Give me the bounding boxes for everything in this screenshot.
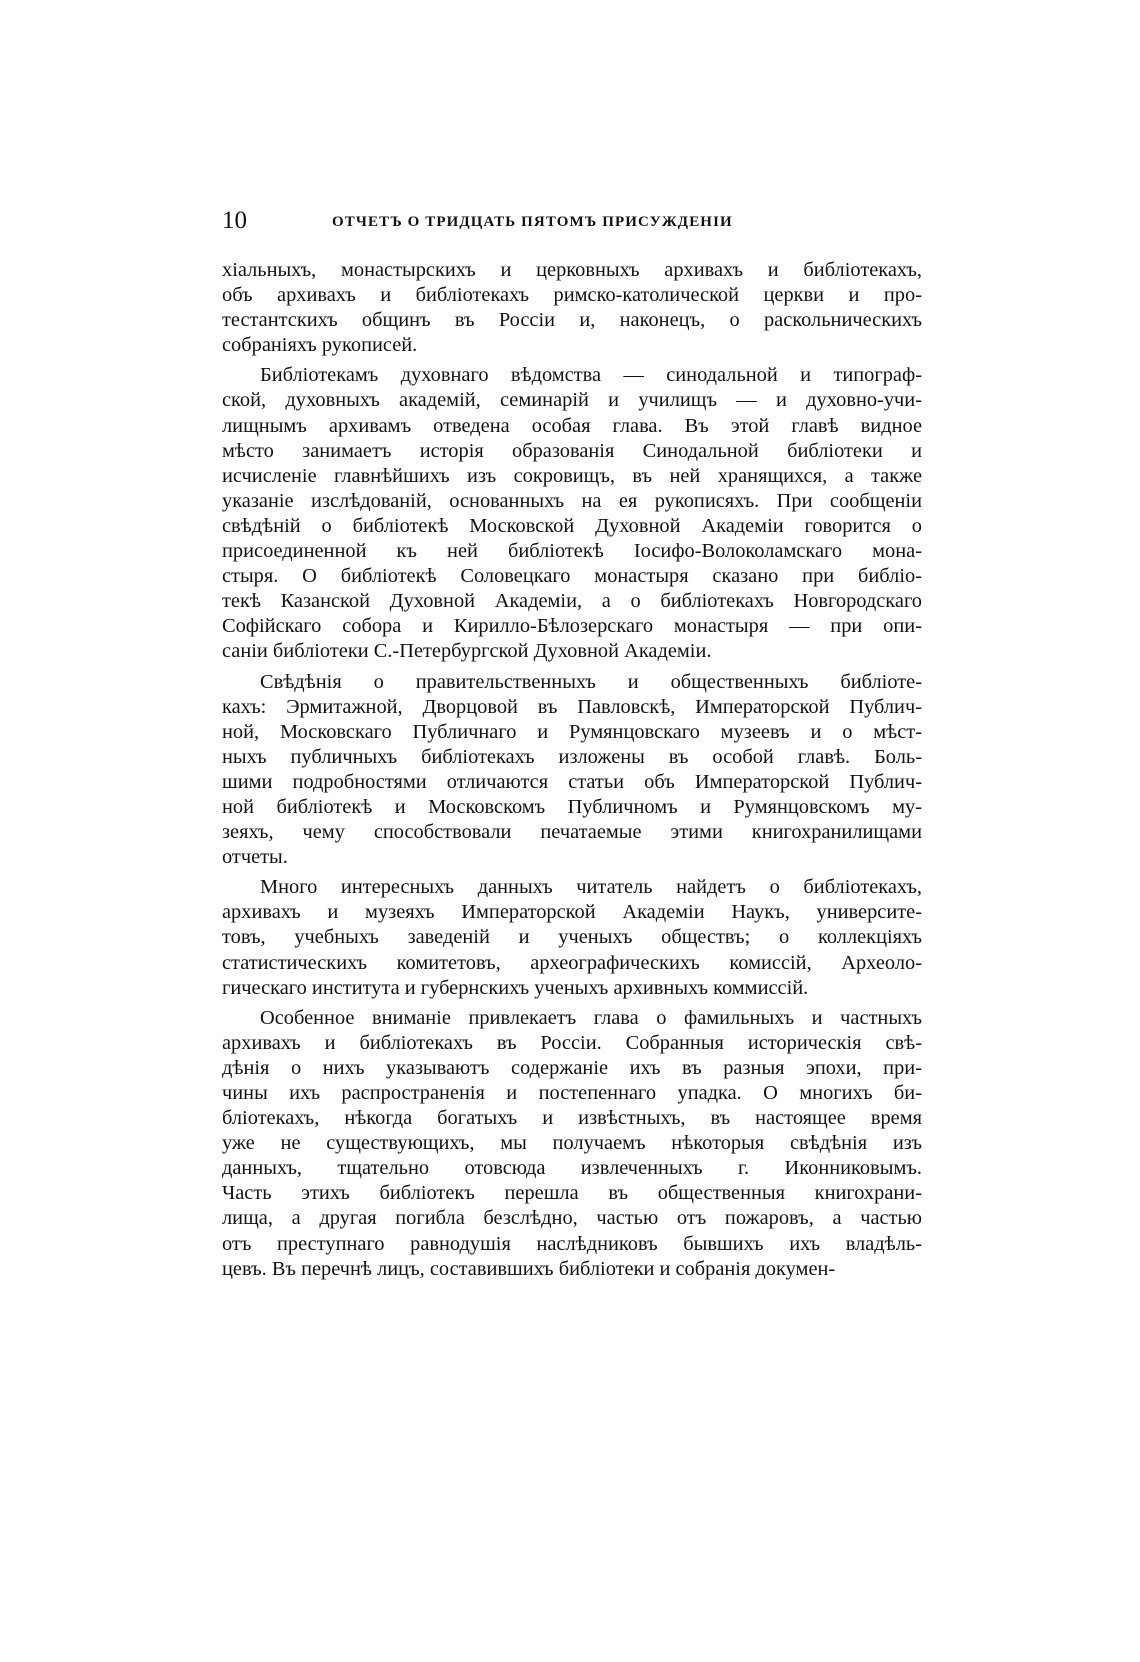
text-line: ныхъ публичныхъ библіотекахъ изложены въ особой главѣ. Боль- [222,745,922,768]
text-line: архивахъ и музеяхъ Императорской Академіи Наукъ, университе- [222,901,922,924]
text-line: лищнымъ архивамъ отведена особая глава. Въ этой главѣ видное [222,414,922,437]
text-line: гическаго института и губернскихъ ученыхъ архивныхъ коммиссій. [222,976,809,999]
text-line: Особенное вниманіе привлекаетъ глава о фамильныхъ и частныхъ [260,1006,922,1029]
paragraph [222,1006,922,1282]
text-line: ной, Московскаго Публичнаго и Румянцовскаго музеевъ и о мѣст- [222,720,922,743]
text-line: свѣдѣній о библіотекѣ Московской Духовной Академіи говорится о [222,514,922,537]
text-line: уже не существующихъ, мы получаемъ нѣкоторыя свѣдѣнія изъ [222,1132,922,1155]
paragraph [222,670,922,871]
text-line: отчеты. [222,846,288,869]
text-line: товъ, учебныхъ заведеній и ученыхъ обществъ; о коллекціяхъ [222,926,922,949]
text-line: Софійскаго собора и Кирилло-Бѣлозерскаго монастыря — при опи- [222,615,922,638]
text-line: лища, а другая погибла безслѣдно, частью отъ пожаровъ, а частью [222,1207,922,1230]
text-line: шими подробностями отличаются статьи объ Императорской Публич- [222,770,922,793]
text-line: бліотекахъ, нѣкогда богатыхъ и извѣстныхъ, въ настоящее время [222,1107,922,1130]
text-line: цевъ. Въ перечнѣ лицъ, составившихъ библіотеки и собранія докумен- [222,1257,836,1280]
text-line: Часть этихъ библіотекъ перешла въ общественныя книгохрани- [222,1182,922,1205]
text-line: собраніяхъ рукописей. [222,334,418,357]
text-line: архивахъ и библіотекахъ въ Россіи. Собранныя историческія свѣ- [222,1031,922,1054]
text-line: статистическихъ комитетовъ, археографическихъ комиссій, Археоло- [222,951,922,974]
text-line: саніи библіотеки С.-Петербургской Духовной Академіи. [222,640,712,663]
text-line: кахъ: Эрмитажной, Дворцовой въ Павловскѣ, Императорской Публич- [222,695,922,718]
text-line: зеяхъ, чему способствовали печатаемые этими книгохранилищами [222,821,922,844]
text-line: отъ преступнаго равнодушія наслѣдниковъ бывшихъ ихъ владѣль- [222,1232,922,1255]
paragraph [222,875,922,1000]
paragraph [222,363,922,664]
text-line: указаніе изслѣдованій, основанныхъ на ея рукописяхъ. При сообщеніи [222,489,922,512]
page-number: 10 [222,207,247,234]
text-line: данныхъ, тщательно отовсюда извлеченныхъ г. Иконниковымъ. [222,1157,922,1180]
text-line: исчисленіе главнѣйшихъ изъ сокровищъ, въ ней хранящихся, а также [222,464,922,487]
text-line: объ архивахъ и библіотекахъ римско-католической церкви и про- [222,284,922,307]
running-title: ОТЧЕТЪ О ТРИДЦАТЬ ПЯТОМЪ ПРИСУЖДЕНІИ [332,214,733,230]
text-line: мѣсто занимаетъ исторія образованія Синодальной библіотеки и [222,439,922,462]
text-line: ной библіотекѣ и Московскомъ Публичномъ и Румянцовскомъ му- [222,795,922,818]
text-line: хіальныхъ, монастырскихъ и церковныхъ архивахъ и библіотекахъ, [222,259,922,281]
text-line: текѣ Казанской Духовной Академіи, а о библіотекахъ Новгородскаго [222,590,922,613]
text-line: Много интересныхъ данныхъ читатель найдетъ о библіотекахъ, [260,876,922,899]
text-line: Библіотекамъ духовнаго вѣдомства — синодальной и типограф- [260,364,922,387]
text-line: Свѣдѣнія о правительственныхъ и общественныхъ библіоте- [260,670,922,693]
page-header [222,206,922,240]
text-line: стыря. О библіотекѣ Соловецкаго монастыря сказано при библіо- [222,565,922,588]
text-line: присоединенной къ ней библіотекѣ Іосифо-Волоколамскаго мона- [222,540,922,563]
text-line: чины ихъ распространенія и постепеннаго упадка. О многихъ би- [222,1082,922,1104]
text-line: дѣнія о нихъ указываютъ содержаніе ихъ въ разныя эпохи, при- [222,1056,922,1079]
paragraph [222,258,922,358]
text-line: ской, духовныхъ академій, семинарій и училищъ — и духовно-учи- [222,389,922,412]
text-line: тестантскихъ общинъ въ Россіи и, наконецъ, о раскольническихъ [222,309,922,332]
body-text [222,258,922,1287]
